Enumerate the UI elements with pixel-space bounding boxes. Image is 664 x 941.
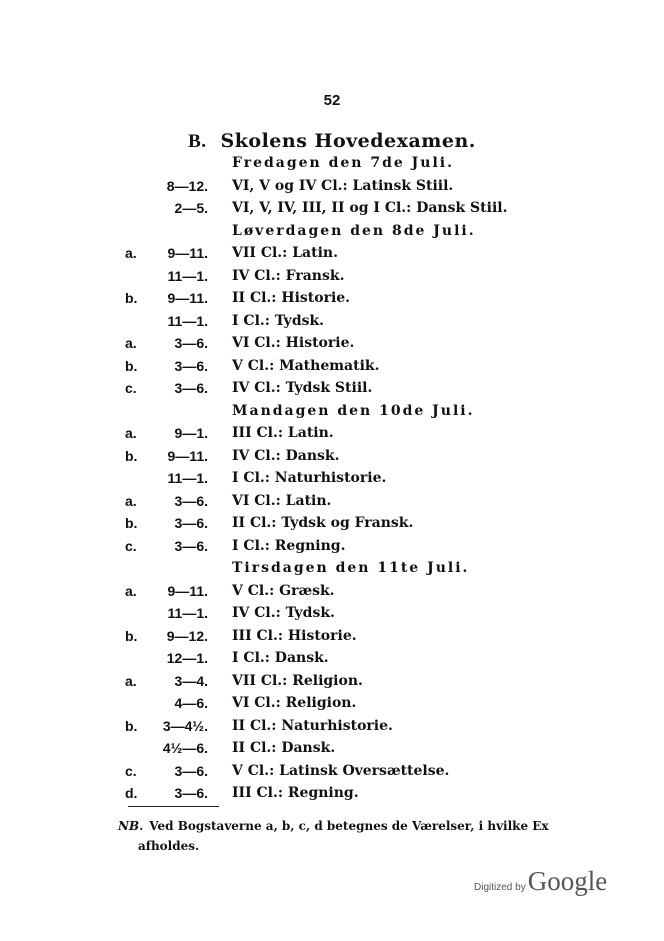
section-title: [0, 130, 664, 153]
schedule-row: [0, 647, 664, 670]
time-range: 3—6.: [174, 515, 208, 531]
footnote-label: NB.: [118, 819, 144, 833]
class-subject: VII Cl.: Latin.: [232, 245, 338, 261]
schedule-row: [0, 377, 664, 400]
room-letter: c.: [125, 762, 137, 779]
class-subject: III Cl.: Regning.: [232, 785, 359, 801]
time-range: 11—1.: [167, 312, 208, 329]
class-subject: VI, V og IV Cl.: Latinsk Stiil.: [232, 177, 454, 194]
time-range: 3—6.: [174, 335, 208, 351]
time-range: 9—12.: [166, 627, 208, 644]
room-letter: a.: [125, 492, 137, 509]
time-range: 9—11.: [167, 582, 208, 599]
room-letter: b.: [125, 357, 138, 374]
class-subject: I Cl.: Tydsk.: [232, 312, 325, 329]
google-logo: Google: [527, 866, 608, 896]
schedule-row: [0, 242, 664, 265]
day-heading-text: Fredagen den 7de Juli.: [232, 155, 454, 171]
room-letter: a.: [125, 672, 137, 689]
time-range: 3—6.: [174, 762, 208, 779]
time-range: 8—12.: [166, 177, 208, 194]
room-letter: d.: [125, 785, 138, 801]
class-subject: II Cl.: Tydsk og Fransk.: [232, 515, 414, 531]
schedule-row: [0, 782, 664, 805]
class-subject: IV Cl.: Tydsk.: [232, 605, 335, 621]
class-subject: II Cl.: Dansk.: [232, 740, 336, 756]
schedule-row: [0, 692, 664, 715]
room-letter: b.: [125, 717, 138, 734]
time-range: 3—4½.: [162, 717, 208, 734]
time-range: 11—1.: [167, 267, 208, 284]
class-subject: VII Cl.: Religion.: [232, 672, 363, 689]
day-heading-text: Løverdagen den 8de Juli.: [232, 222, 476, 239]
class-subject: III Cl.: Latin.: [232, 425, 334, 441]
day-heading-text: Mandagen den 10de Juli.: [232, 402, 475, 419]
schedule-row: [0, 175, 664, 198]
schedule-row: [0, 332, 664, 355]
schedule-row: [0, 715, 664, 738]
class-subject: III Cl.: Historie.: [232, 627, 357, 644]
class-subject: VI Cl.: Religion.: [232, 695, 357, 711]
section-title-text: Skolens Hovedexamen.: [220, 130, 476, 152]
class-subject: V Cl.: Græsk.: [232, 582, 335, 599]
room-letter: a.: [125, 245, 137, 261]
class-subject: I Cl.: Regning.: [232, 537, 346, 554]
time-range: 4½—6.: [162, 740, 208, 756]
time-range: 11—1.: [167, 605, 208, 621]
class-subject: VI Cl.: Historie.: [232, 335, 355, 351]
schedule-row: [0, 580, 664, 603]
schedule-row: [0, 760, 664, 783]
time-range: 2—5.: [174, 200, 208, 216]
time-range: 3—6.: [174, 380, 208, 396]
schedule-row: [0, 310, 664, 333]
class-subject: IV Cl.: Tydsk Stiil.: [232, 380, 373, 396]
schedule-row: [0, 602, 664, 625]
time-range: 3—6.: [174, 492, 208, 509]
footnote: [118, 816, 549, 856]
schedule-row: [0, 512, 664, 535]
schedule-row: [0, 490, 664, 513]
time-range: 3—6.: [174, 537, 208, 554]
class-subject: II Cl.: Naturhistorie.: [232, 717, 393, 734]
class-subject: VI Cl.: Latin.: [232, 492, 332, 509]
page-number: 52: [323, 92, 341, 109]
section-letter: B.: [188, 131, 207, 152]
exam-schedule: [0, 152, 664, 805]
room-letter: a.: [125, 335, 137, 351]
day-heading: [0, 152, 664, 175]
class-subject: VI, V, IV, III, II og I Cl.: Dansk Stiil.: [232, 200, 508, 216]
schedule-row: [0, 265, 664, 288]
time-range: 9—1.: [174, 425, 208, 441]
schedule-row: [0, 355, 664, 378]
schedule-row: [0, 197, 664, 220]
time-range: 12—1.: [166, 650, 208, 666]
time-range: 9—11.: [167, 447, 208, 464]
room-letter: b.: [125, 447, 138, 464]
class-subject: I Cl.: Dansk.: [232, 650, 329, 666]
room-letter: b.: [125, 290, 138, 306]
time-range: 11—1.: [167, 470, 208, 486]
schedule-row: [0, 737, 664, 760]
class-subject: IV Cl.: Fransk.: [232, 267, 345, 284]
day-heading: [0, 220, 664, 243]
room-letter: a.: [125, 582, 137, 599]
time-range: 9—11.: [167, 290, 208, 306]
room-letter: c.: [125, 380, 137, 396]
footnote-line-1: Ved Bogstaverne a, b, c, d betegnes de Værelser, i hvilke Ex: [149, 819, 549, 833]
schedule-row: [0, 287, 664, 310]
time-range: 3—6.: [174, 357, 208, 374]
schedule-row: [0, 625, 664, 648]
footnote-divider: [128, 806, 219, 807]
time-range: 3—6.: [174, 785, 208, 801]
class-subject: I Cl.: Naturhistorie.: [232, 470, 387, 486]
footnote-line-2: afholdes.: [138, 839, 200, 853]
schedule-row: [0, 670, 664, 693]
day-heading: [0, 400, 664, 423]
class-subject: II Cl.: Historie.: [232, 290, 351, 306]
schedule-row: [0, 467, 664, 490]
time-range: 4—6.: [174, 695, 208, 711]
google-watermark: [474, 866, 607, 897]
day-heading-text: Tirsdagen den 11te Juli.: [232, 560, 470, 576]
schedule-row: [0, 445, 664, 468]
class-subject: V Cl.: Latinsk Oversættelse.: [232, 762, 450, 779]
room-letter: a.: [125, 425, 137, 441]
time-range: 3—4.: [174, 672, 208, 689]
schedule-row: [0, 535, 664, 558]
class-subject: V Cl.: Mathematik.: [232, 357, 380, 374]
room-letter: c.: [125, 537, 137, 554]
room-letter: b.: [125, 627, 138, 644]
time-range: 9—11.: [167, 245, 208, 261]
class-subject: IV Cl.: Dansk.: [232, 447, 340, 464]
room-letter: b.: [125, 515, 138, 531]
watermark-prefix: Digitized by: [474, 882, 526, 893]
schedule-row: [0, 422, 664, 445]
day-heading: [0, 557, 664, 580]
